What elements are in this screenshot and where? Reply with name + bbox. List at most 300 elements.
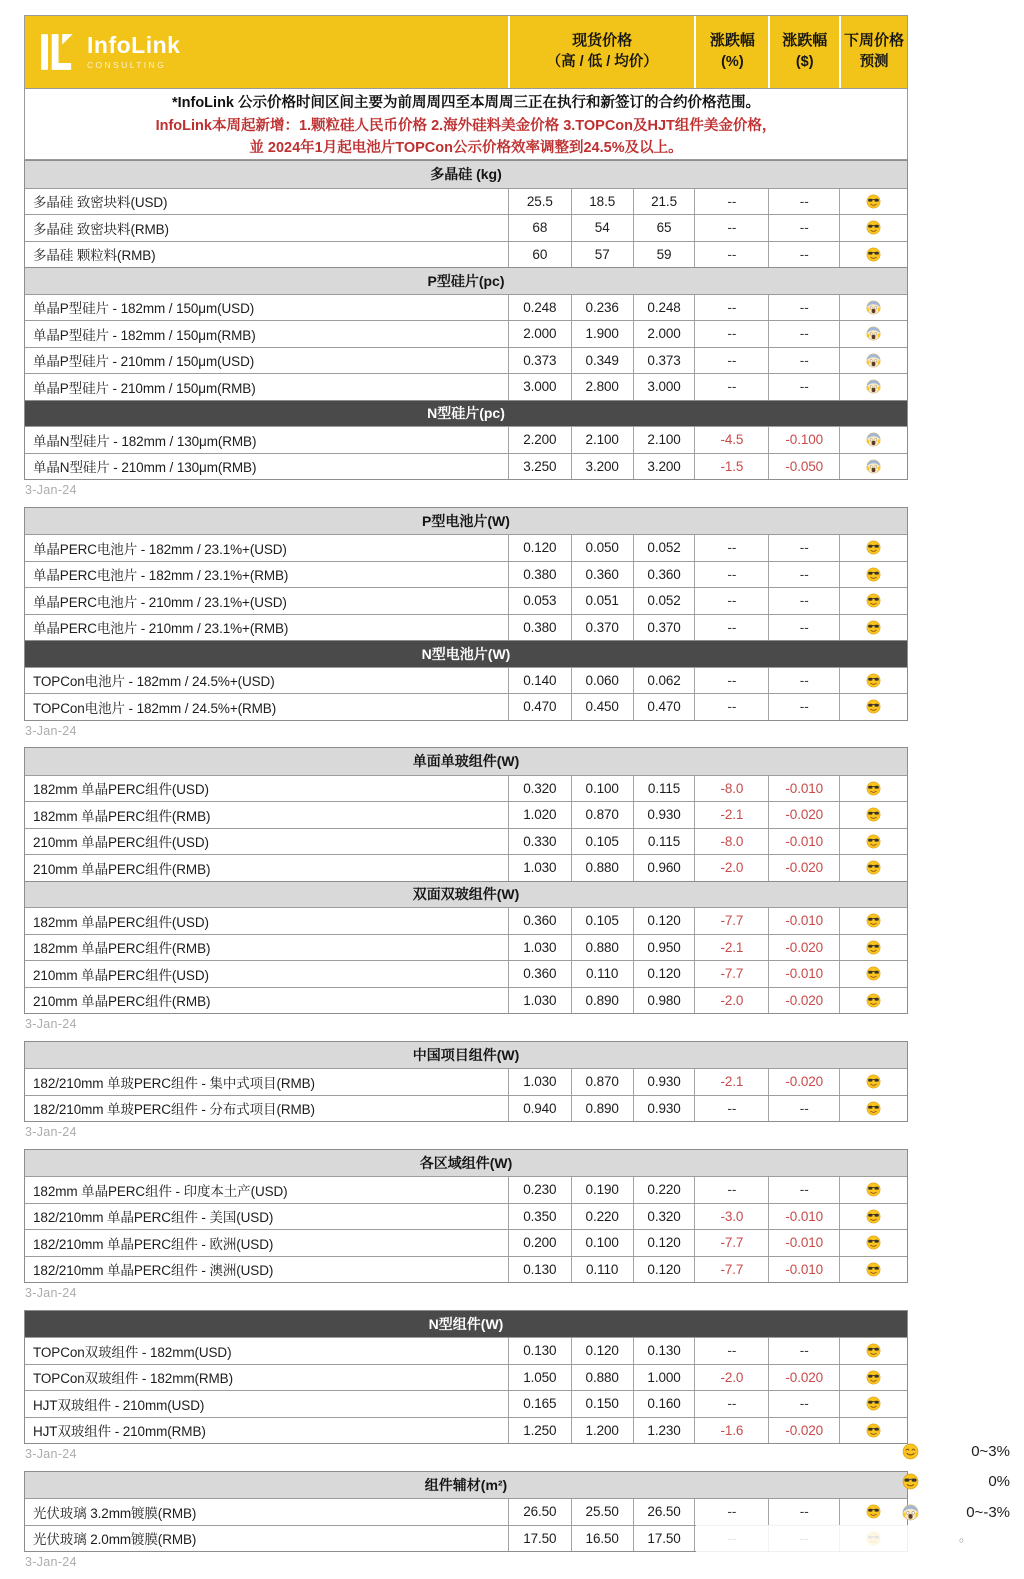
legend-item [902,1497,1010,1528]
product-name: 多晶硅 颗粒料(RMB) [33,248,156,264]
legend-item [902,1436,1010,1467]
change-pct: -- [694,374,768,400]
price-low: 25.50 [571,1499,633,1525]
price-high: 17.50 [508,1526,571,1552]
price-high: 68 [508,215,571,241]
product-name: 光伏玻璃 2.0mm镀膜(RMB) [33,1532,197,1548]
price-avg: 0.052 [633,588,695,614]
price-high: 0.200 [508,1230,571,1256]
column-header-forecast: 下周价格 预测 [839,16,907,88]
price-avg: 0.120 [633,1257,695,1283]
legend-label: 0% [988,1473,1010,1491]
forecast-cell [839,295,907,321]
product-name: 182mm 单晶PERC组件(USD) [33,782,209,798]
price-low: 2.100 [571,427,633,453]
price-low: 0.050 [571,535,633,561]
change-pct: -2.0 [694,855,768,881]
price-avg: 1.000 [633,1365,695,1391]
price-avg: 0.470 [633,694,695,720]
price-high: 3.250 [508,454,571,480]
product-name: 182mm 单晶PERC组件(RMB) [33,808,211,824]
change-usd: -0.010 [768,961,839,987]
price-low: 0.051 [571,588,633,614]
column-header-change-usd: 涨跌幅 ($) [768,16,839,88]
price-avg: 17.50 [633,1526,695,1552]
price-avg: 26.50 [633,1499,695,1525]
price-high: 26.50 [508,1499,571,1525]
price-low: 0.870 [571,802,633,828]
product-name: 182/210mm 单晶PERC组件 - 欧洲(USD) [33,1236,274,1252]
price-avg: 0.120 [633,908,695,934]
sunglasses-emoji-icon [866,993,881,1008]
change-pct: -7.7 [694,1230,768,1256]
change-usd: -0.010 [768,1257,839,1283]
scream-emoji-icon [866,353,881,368]
forecast-cell [839,588,907,614]
date-label: 3-Jan-24 [25,1447,77,1461]
price-low: 0.220 [571,1204,633,1230]
price-low: 0.105 [571,829,633,855]
change-usd: -- [768,189,839,215]
infolink-logo-mark-icon [40,31,76,73]
forecast-cell [839,1365,907,1391]
price-row [25,1176,907,1203]
change-pct: -- [694,348,768,374]
product-name: 210mm 单晶PERC组件(USD) [33,835,209,851]
price-low: 0.060 [571,668,633,694]
price-avg: 0.220 [633,1177,695,1203]
price-table-block [24,1471,908,1553]
price-low: 0.890 [571,1096,633,1122]
change-pct: -3.0 [694,1204,768,1230]
forecast-cell [839,1391,907,1417]
price-high: 1.030 [508,855,571,881]
product-name: TOPCon双玻组件 - 182mm(RMB) [33,1371,233,1387]
price-row [25,294,907,321]
section-header: 各区域组件(W) [25,1150,907,1177]
price-row [25,1229,907,1256]
price-low: 0.110 [571,1257,633,1283]
price-low: 1.900 [571,321,633,347]
price-row [25,960,907,987]
forecast-cell [839,1230,907,1256]
price-high: 0.940 [508,1096,571,1122]
price-sheet [24,15,908,1579]
scream-emoji-icon [866,300,881,315]
change-pct: -7.7 [694,908,768,934]
product-name: 210mm 单晶PERC组件(RMB) [33,994,211,1010]
price-low: 0.880 [571,1365,633,1391]
stray-punctuation: 。 [959,1529,973,1544]
price-avg: 0.052 [633,535,695,561]
change-usd: -- [768,215,839,241]
product-name: TOPCon电池片 - 182mm / 24.5%+(RMB) [33,700,277,716]
price-avg: 2.100 [633,427,695,453]
forecast-legend [902,1436,1010,1528]
price-high: 2.000 [508,321,571,347]
product-name: 单晶PERC电池片 - 210mm / 23.1%+(USD) [33,594,287,610]
legend-label: 0~3% [971,1442,1010,1460]
price-avg: 0.930 [633,802,695,828]
table-header [24,15,908,88]
product-name: HJT双玻组件 - 210mm(USD) [33,1397,205,1413]
price-high: 1.050 [508,1365,571,1391]
forecast-cell [839,562,907,588]
price-avg: 0.115 [633,776,695,802]
forecast-cell [839,454,907,480]
forecast-cell [839,535,907,561]
change-pct: -- [694,1177,768,1203]
price-row [25,1256,907,1283]
sunglasses-emoji-icon [866,1396,881,1411]
scream-emoji-icon [866,459,881,474]
change-usd: -- [768,1096,839,1122]
sunglasses-emoji-icon [866,1423,881,1438]
price-high: 1.030 [508,1069,571,1095]
price-avg: 0.373 [633,348,695,374]
section-header: 双面双玻组件(W) [25,881,907,908]
change-pct: -7.7 [694,1257,768,1283]
price-table-block [24,1310,908,1445]
forecast-cell [839,374,907,400]
sunglasses-emoji-icon [866,1074,881,1089]
price-row [25,1364,907,1391]
change-usd: -0.020 [768,988,839,1014]
change-pct: -- [694,615,768,641]
price-avg: 0.950 [633,935,695,961]
price-row [25,667,907,694]
forecast-cell [839,1096,907,1122]
change-pct: -2.1 [694,1069,768,1095]
price-avg: 59 [633,242,695,268]
price-high: 60 [508,242,571,268]
product-name: 182/210mm 单玻PERC组件 - 分布式项目(RMB) [33,1102,315,1118]
price-high: 0.350 [508,1204,571,1230]
price-high: 0.053 [508,588,571,614]
price-avg: 0.130 [633,1338,695,1364]
price-row [25,854,907,881]
sunglasses-emoji-icon [866,834,881,849]
price-low: 0.450 [571,694,633,720]
price-row [25,1095,907,1122]
price-row [25,1525,907,1552]
price-high: 0.140 [508,668,571,694]
forecast-cell [839,829,907,855]
price-avg: 0.062 [633,668,695,694]
change-usd: -0.050 [768,454,839,480]
price-avg: 21.5 [633,189,695,215]
price-high: 0.230 [508,1177,571,1203]
price-row [25,373,907,400]
price-high: 0.360 [508,908,571,934]
price-high: 0.380 [508,562,571,588]
price-table-block [24,747,908,1014]
product-name: 单晶PERC电池片 - 182mm / 23.1%+(USD) [33,541,287,557]
price-row [25,453,907,480]
price-low: 0.105 [571,908,633,934]
price-low: 0.370 [571,615,633,641]
sunglasses-emoji-icon [866,1343,881,1358]
forecast-cell [839,427,907,453]
price-low: 0.236 [571,295,633,321]
change-pct: -8.0 [694,776,768,802]
price-avg: 0.320 [633,1204,695,1230]
infolink-logo [25,16,508,88]
column-header-change-pct: 涨跌幅 (%) [694,16,768,88]
sunglasses-emoji-icon [866,247,881,262]
price-avg: 3.000 [633,374,695,400]
product-name: 单晶N型硅片 - 182mm / 130μm(RMB) [33,433,257,449]
price-avg: 2.000 [633,321,695,347]
change-pct: -- [694,242,768,268]
price-avg: 0.115 [633,829,695,855]
change-usd: -- [768,1499,839,1525]
sunglasses-emoji-icon [866,781,881,796]
change-pct: -2.0 [694,1365,768,1391]
product-name: TOPCon电池片 - 182mm / 24.5%+(USD) [33,674,275,690]
change-pct: -2.0 [694,988,768,1014]
price-low: 54 [571,215,633,241]
section-header: 多晶硅 (kg) [25,161,907,188]
forecast-cell [839,802,907,828]
sunglasses-emoji-icon [866,620,881,635]
price-avg: 65 [633,215,695,241]
date-label: 3-Jan-24 [25,1125,77,1139]
price-row [25,1203,907,1230]
price-row [25,347,907,374]
change-usd: -- [768,615,839,641]
change-pct: -- [694,1096,768,1122]
price-row [25,534,907,561]
change-usd: -0.010 [768,1230,839,1256]
change-usd: -0.020 [768,1418,839,1444]
sunglasses-emoji-icon [866,1235,881,1250]
legend-label: 0~-3% [966,1503,1010,1521]
product-name: 210mm 单晶PERC组件(RMB) [33,861,211,877]
change-usd: -- [768,321,839,347]
change-usd: -- [768,348,839,374]
scream-emoji-icon [866,432,881,447]
forecast-cell [839,348,907,374]
section-header: P型硅片(pc) [25,267,907,294]
smile-emoji-icon [902,1443,919,1460]
change-usd: -0.020 [768,1069,839,1095]
change-usd: -- [768,588,839,614]
change-pct: -- [694,1391,768,1417]
price-high: 0.130 [508,1257,571,1283]
price-low: 0.360 [571,562,633,588]
price-table-block [24,160,908,480]
change-pct: -2.1 [694,802,768,828]
product-name: 单晶P型硅片 - 182mm / 150μm(USD) [33,301,255,317]
price-low: 0.890 [571,988,633,1014]
price-high: 0.130 [508,1338,571,1364]
watermark-cover [696,1525,908,1554]
price-low: 0.150 [571,1391,633,1417]
price-row [25,1417,907,1444]
price-low: 0.349 [571,348,633,374]
note-line-1: *InfoLink 公示价格时间区间主要为前周周四至本周周三正在执行和新签订的合约价格范围。 [171,94,761,111]
price-row [25,1337,907,1364]
change-pct: -- [694,1499,768,1525]
sunglasses-emoji-icon [866,807,881,822]
price-row [25,561,907,588]
price-high: 0.373 [508,348,571,374]
scream-emoji-icon [866,326,881,341]
forecast-cell [839,615,907,641]
price-high: 0.360 [508,961,571,987]
sunglasses-emoji-icon [866,220,881,235]
price-high: 1.030 [508,935,571,961]
section-header: 中国项目组件(W) [25,1042,907,1069]
sunglasses-emoji-icon [866,699,881,714]
product-name: 182/210mm 单晶PERC组件 - 澳洲(USD) [33,1263,274,1279]
legend-item [902,1467,1010,1498]
forecast-cell [839,189,907,215]
product-name: 182/210mm 单晶PERC组件 - 美国(USD) [33,1210,274,1226]
change-pct: -8.0 [694,829,768,855]
price-low: 0.100 [571,776,633,802]
price-avg: 1.230 [633,1418,695,1444]
price-low: 2.800 [571,374,633,400]
change-pct: -- [694,1338,768,1364]
sunglasses-emoji-icon [866,1101,881,1116]
forecast-cell [839,1499,907,1525]
forecast-cell [839,1338,907,1364]
price-low: 0.100 [571,1230,633,1256]
product-name: 多晶硅 致密块料(RMB) [33,221,169,237]
price-high: 0.248 [508,295,571,321]
sunglasses-emoji-icon [866,1182,881,1197]
price-low: 0.880 [571,935,633,961]
date-label: 3-Jan-24 [25,1017,77,1031]
change-usd: -- [768,535,839,561]
price-high: 0.330 [508,829,571,855]
forecast-cell [839,908,907,934]
price-row [25,614,907,641]
scream-emoji-icon [902,1504,919,1521]
change-usd: -- [768,1391,839,1417]
price-high: 0.380 [508,615,571,641]
change-usd: -- [768,1338,839,1364]
product-name: 182mm 单晶PERC组件(USD) [33,914,209,930]
change-usd: -- [768,694,839,720]
price-row [25,775,907,802]
price-avg: 0.160 [633,1391,695,1417]
forecast-cell [839,1069,907,1095]
date-label: 3-Jan-24 [25,1555,77,1569]
price-high: 1.020 [508,802,571,828]
sunglasses-emoji-icon [866,593,881,608]
forecast-cell [839,988,907,1014]
sunglasses-emoji-icon [866,966,881,981]
section-header: N型硅片(pc) [25,400,907,427]
product-name: 单晶P型硅片 - 182mm / 150μm(RMB) [33,327,256,343]
price-row [25,801,907,828]
price-row [25,1390,907,1417]
change-usd: -0.020 [768,1365,839,1391]
change-pct: -- [694,321,768,347]
product-name: 单晶PERC电池片 - 182mm / 23.1%+(RMB) [33,568,289,584]
product-name: 210mm 单晶PERC组件(USD) [33,967,209,983]
price-high: 2.200 [508,427,571,453]
price-table-block [24,507,908,721]
product-name: 光伏玻璃 3.2mm镀膜(RMB) [33,1505,197,1521]
change-usd: -- [768,374,839,400]
section-header: N型组件(W) [25,1311,907,1338]
sunglasses-emoji-icon [866,194,881,209]
price-avg: 0.980 [633,988,695,1014]
price-row [25,241,907,268]
price-low: 18.5 [571,189,633,215]
forecast-cell [839,961,907,987]
note-line-3: 並 2024年1月起电池片TOPCon公示价格效率调整到24.5%及以上。 [249,140,683,157]
change-usd: -0.100 [768,427,839,453]
change-pct: -4.5 [694,427,768,453]
notes-box [24,88,908,160]
forecast-cell [839,668,907,694]
price-avg: 0.930 [633,1096,695,1122]
forecast-cell [839,1204,907,1230]
sunglasses-emoji-icon [866,913,881,928]
price-low: 0.870 [571,1069,633,1095]
change-pct: -- [694,295,768,321]
change-usd: -- [768,295,839,321]
change-pct: -2.1 [694,935,768,961]
sunglasses-emoji-icon [866,1370,881,1385]
sunglasses-emoji-icon [866,1262,881,1277]
price-low: 0.880 [571,855,633,881]
sunglasses-emoji-icon [866,673,881,688]
forecast-cell [839,776,907,802]
logo-subtitle: CONSULTING [87,60,167,70]
price-low: 0.120 [571,1338,633,1364]
price-row [25,587,907,614]
price-high: 25.5 [508,189,571,215]
price-high: 3.000 [508,374,571,400]
section-header: 单面单玻组件(W) [25,748,907,775]
sunglasses-emoji-icon [902,1473,919,1490]
section-header: N型电池片(W) [25,640,907,667]
product-name: 单晶P型硅片 - 210mm / 150μm(USD) [33,354,255,370]
price-avg: 3.200 [633,454,695,480]
sunglasses-emoji-icon [866,540,881,555]
product-name: 单晶P型硅片 - 210mm / 150μm(RMB) [33,380,256,396]
price-high: 0.120 [508,535,571,561]
product-name: 多晶硅 致密块料(USD) [33,195,168,211]
price-row [25,828,907,855]
change-usd: -- [768,1177,839,1203]
price-high: 1.030 [508,988,571,1014]
change-usd: -0.020 [768,802,839,828]
price-high: 0.470 [508,694,571,720]
change-usd: -- [768,668,839,694]
product-name: HJT双玻组件 - 210mm(RMB) [33,1424,206,1440]
price-high: 0.165 [508,1391,571,1417]
sunglasses-emoji-icon [866,940,881,955]
forecast-cell [839,1257,907,1283]
sunglasses-emoji-icon [866,1209,881,1224]
price-row [25,320,907,347]
product-name: TOPCon双玻组件 - 182mm(USD) [33,1344,232,1360]
change-usd: -- [768,562,839,588]
section-header: P型电池片(W) [25,508,907,535]
price-table-block [24,1149,908,1284]
price-row [25,934,907,961]
price-avg: 0.360 [633,562,695,588]
change-pct: -- [694,588,768,614]
date-label: 3-Jan-24 [25,1286,77,1300]
